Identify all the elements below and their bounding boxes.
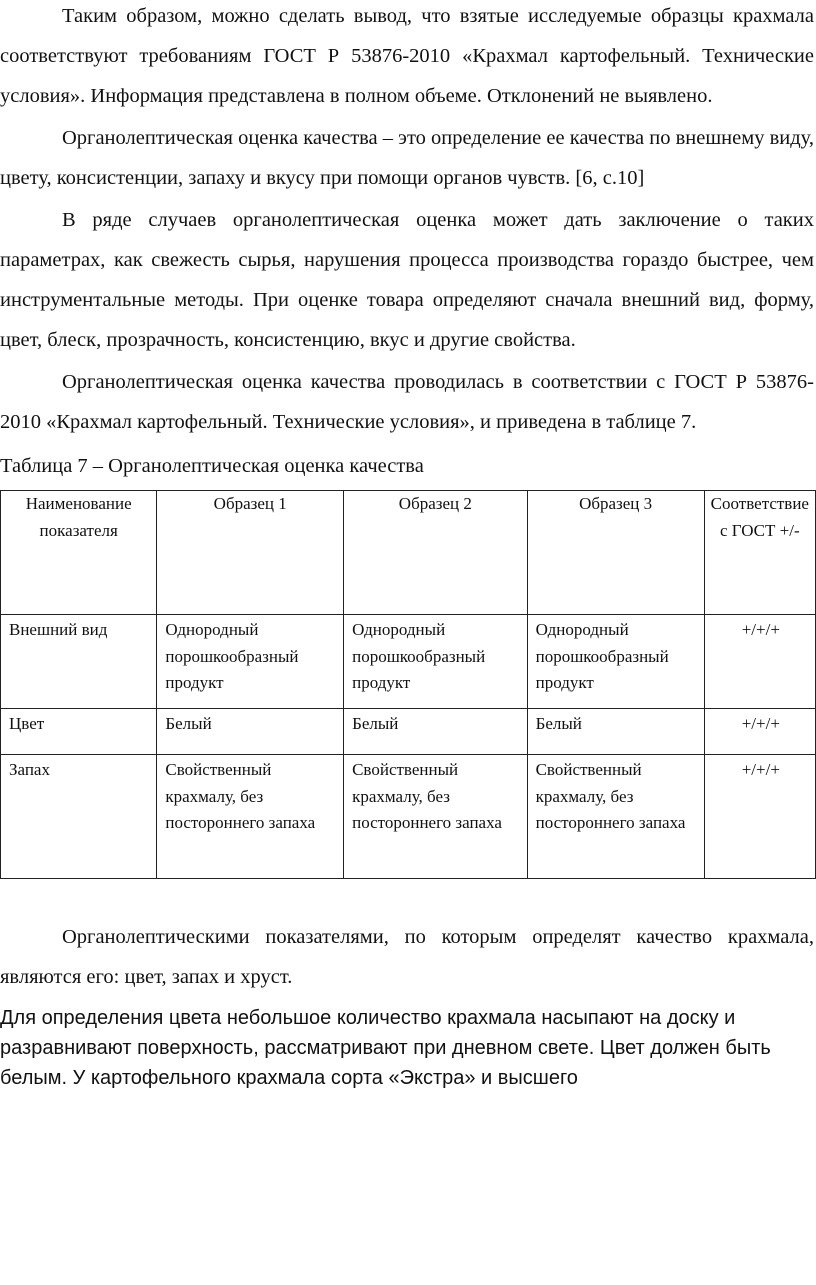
cell-indicator: Цвет bbox=[1, 709, 157, 755]
cell-gost: +/+/+ bbox=[704, 615, 815, 709]
cell-sample-1: Белый bbox=[157, 709, 344, 755]
table-caption: Таблица 7 – Органолептическая оценка качества bbox=[0, 455, 424, 477]
header-sample-1: Образец 1 bbox=[157, 491, 344, 615]
header-gost: Соответствие с ГОСТ +/- bbox=[704, 491, 815, 615]
header-sample-3: Образец 3 bbox=[527, 491, 704, 615]
quality-table bbox=[0, 490, 816, 879]
cell-gost: +/+/+ bbox=[704, 755, 815, 879]
header-sample-2: Образец 2 bbox=[344, 491, 528, 615]
cell-sample-2: Свойственный крахмалу, без постороннего запаха bbox=[344, 755, 528, 879]
body-paragraph-4: Органолептическая оценка качества проводилась в соответствии с ГОСТ Р 53876-2010 «Крахмал картофельный. Технические условия», и приведена в таблице 7. bbox=[0, 371, 814, 433]
body-paragraph-6: Для определения цвета небольшое количество крахмала насыпают на доску и разравнивают поверхность, рассматривают при дневном свете. Цвет должен быть белым. У картофельного крахмала сорта «Экстра» и высшего bbox=[0, 1007, 771, 1089]
cell-sample-2: Однородный порошкообразный продукт bbox=[344, 615, 528, 709]
cell-sample-3: Белый bbox=[527, 709, 704, 755]
cell-gost: +/+/+ bbox=[704, 709, 815, 755]
header-indicator: Наименование показателя bbox=[1, 491, 157, 615]
body-paragraph-1: Таким образом, можно сделать вывод, что взятые исследуемые образцы крахмала соответствуют требованиям ГОСТ Р 53876-2010 «Крахмал картофельный. Технические условия». Информация представлена в полном объеме. Отклонений не выявлено. bbox=[0, 5, 814, 107]
cell-indicator: Внешний вид bbox=[1, 615, 157, 709]
body-paragraph-3: В ряде случаев органолептическая оценка может дать заключение о таких параметрах, как свежесть сырья, нарушения процесса производства гораздо быстрее, чем инструментальные методы. При оценке товара определяют сначала внешний вид, форму, цвет, блеск, прозрачность, консистенцию, вкус и другие свойства. bbox=[0, 209, 814, 351]
cell-sample-2: Белый bbox=[344, 709, 528, 755]
cell-sample-3: Однородный порошкообразный продукт bbox=[527, 615, 704, 709]
cell-indicator: Запах bbox=[1, 755, 157, 879]
cell-sample-1: Свойственный крахмалу, без постороннего запаха bbox=[157, 755, 344, 879]
table-row bbox=[1, 709, 816, 755]
table-row bbox=[1, 615, 816, 709]
body-paragraph-2: Органолептическая оценка качества – это определение ее качества по внешнему виду, цвету, консистенции, запаху и вкусу при помощи органов чувств. [6, с.10] bbox=[0, 127, 814, 189]
cell-sample-3: Свойственный крахмалу, без постороннего запаха bbox=[527, 755, 704, 879]
body-paragraph-5: Органолептическими показателями, по которым определят качество крахмала, являются его: цвет, запах и хруст. bbox=[0, 926, 814, 988]
table-row bbox=[1, 755, 816, 879]
table-header-row bbox=[1, 491, 816, 615]
cell-sample-1: Однородный порошкообразный продукт bbox=[157, 615, 344, 709]
